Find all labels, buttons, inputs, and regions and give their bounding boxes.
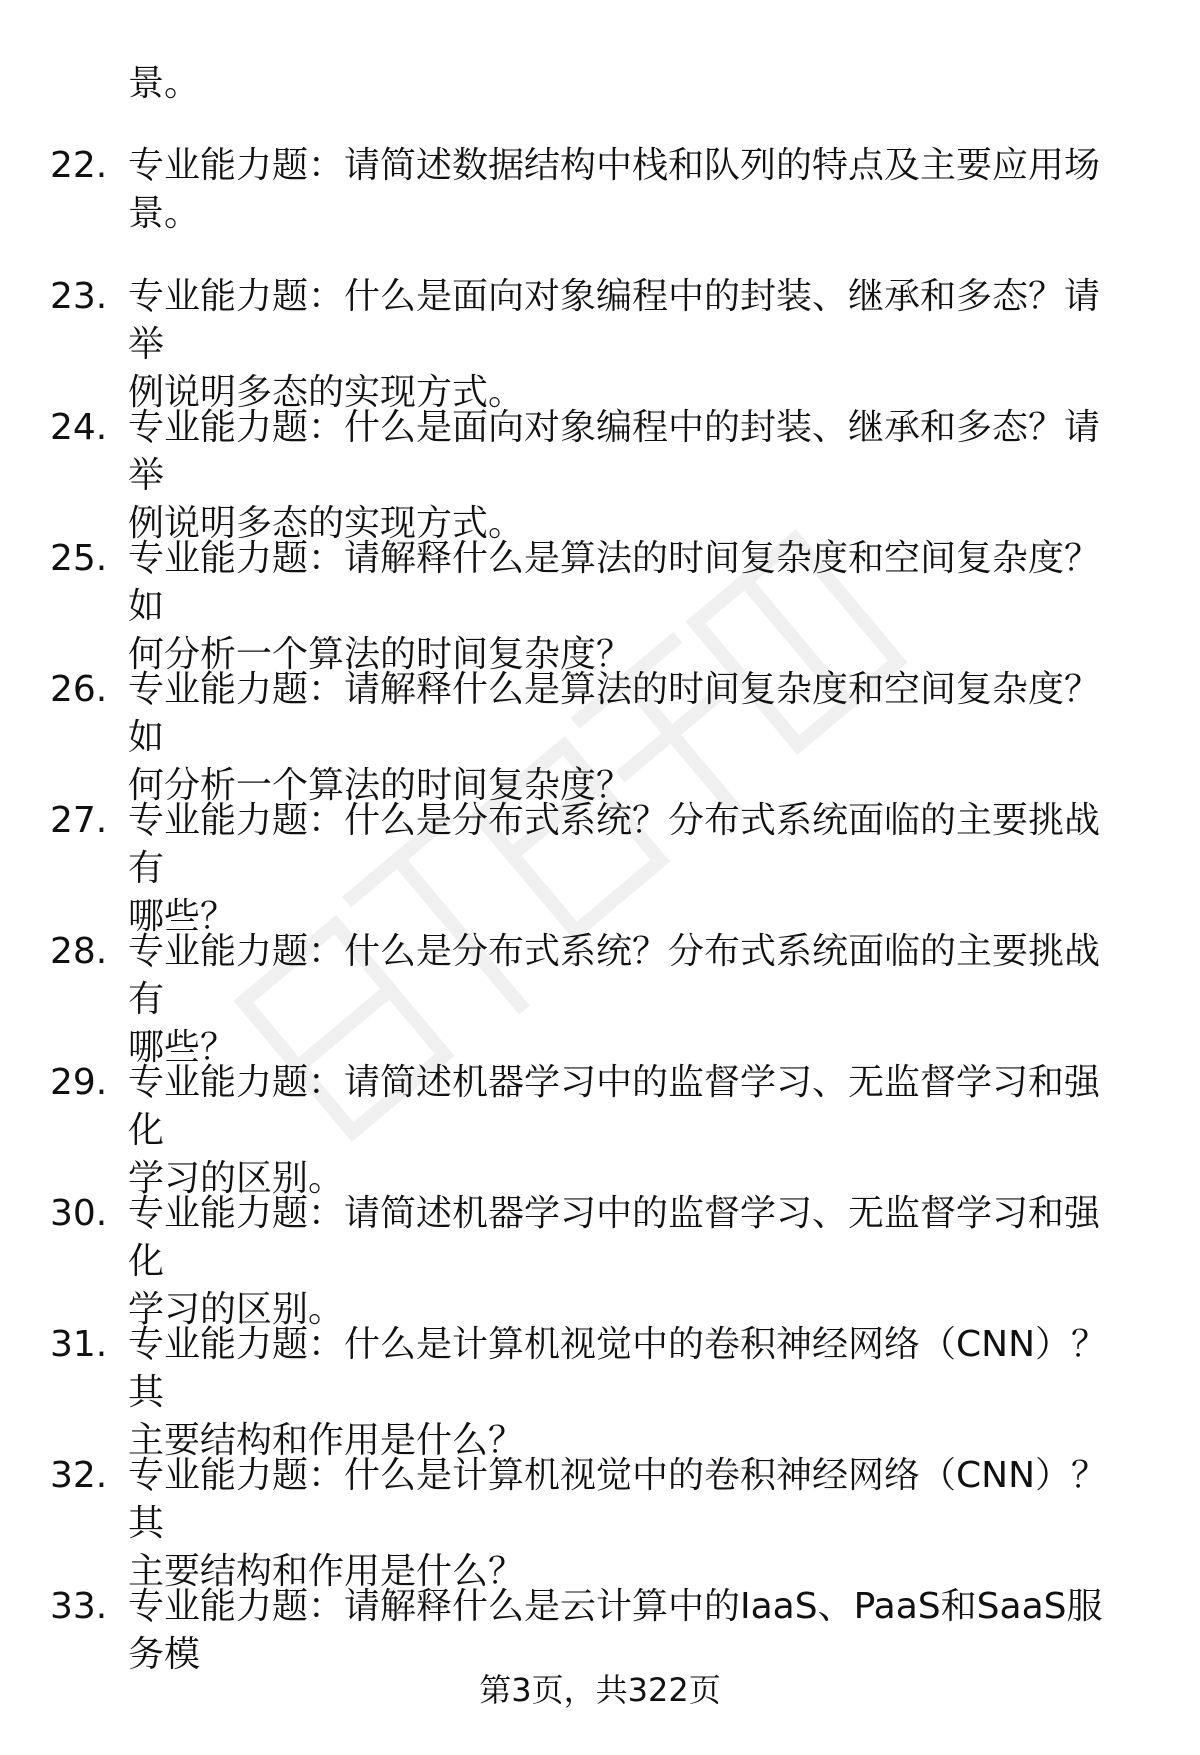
item-number: 32. xyxy=(50,1455,108,1496)
list-item xyxy=(50,1059,1170,1199)
item-number: 22. xyxy=(50,145,108,186)
item-text: 专业能力题：什么是计算机视觉中的卷积神经网络（CNN）？其 主要结构和作用是什么？ xyxy=(128,1324,1107,1461)
item-text: 专业能力题：什么是面向对象编程中的封装、继承和多态？请举 例说明多态的实现方式。 xyxy=(128,407,1101,544)
item-text: 专业能力题：什么是分布式系统？分布式系统面临的主要挑战有 哪些？ xyxy=(128,800,1101,937)
continued-text: 景。 xyxy=(128,63,201,104)
list-item xyxy=(50,1190,1170,1330)
item-number: 25. xyxy=(50,538,108,579)
list-item xyxy=(50,142,1170,273)
item-number: 31. xyxy=(50,1324,108,1365)
item-text: 专业能力题：请简述机器学习中的监督学习、无监督学习和强化 学习的区别。 xyxy=(128,1062,1101,1199)
item-number: 24. xyxy=(50,407,108,448)
item-number: 33. xyxy=(50,1586,108,1627)
item-text: 专业能力题：什么是分布式系统？分布式系统面临的主要挑战有 哪些？ xyxy=(128,931,1101,1068)
list-item xyxy=(50,273,1170,413)
page-number-footer: 第3页，共322页 xyxy=(479,1671,721,1709)
item-text: 专业能力题：什么是面向对象编程中的封装、继承和多态？请举 例说明多态的实现方式。 xyxy=(128,276,1101,413)
list-item xyxy=(50,1452,1170,1592)
list-item xyxy=(50,666,1170,806)
item-text: 专业能力题：请简述机器学习中的监督学习、无监督学习和强化 学习的区别。 xyxy=(128,1193,1101,1330)
item-number: 26. xyxy=(50,669,108,710)
item-number: 28. xyxy=(50,931,108,972)
item-number: 23. xyxy=(50,276,108,317)
item-text: 专业能力题：请解释什么是算法的时间复杂度和空间复杂度？如 何分析一个算法的时间复杂度？ xyxy=(128,669,1101,806)
question-list xyxy=(50,142,1170,1714)
list-item xyxy=(50,1321,1170,1461)
item-text: 专业能力题：什么是计算机视觉中的卷积神经网络（CNN）？其 主要结构和作用是什么？ xyxy=(128,1455,1107,1592)
list-item xyxy=(50,928,1170,1068)
item-number: 27. xyxy=(50,800,108,841)
item-number: 30. xyxy=(50,1193,108,1234)
item-number: 29. xyxy=(50,1062,108,1103)
list-item xyxy=(50,535,1170,675)
item-text: 专业能力题：请解释什么是算法的时间复杂度和空间复杂度？如 何分析一个算法的时间复杂度？ xyxy=(128,538,1101,675)
list-item xyxy=(50,404,1170,544)
item-text: 专业能力题：请简述数据结构中栈和队列的特点及主要应用场 景。 xyxy=(128,145,1101,234)
list-item xyxy=(50,797,1170,937)
item-text: 专业能力题：请解释什么是云计算中的IaaS、PaaS和SaaS服务模 xyxy=(128,1586,1103,1675)
